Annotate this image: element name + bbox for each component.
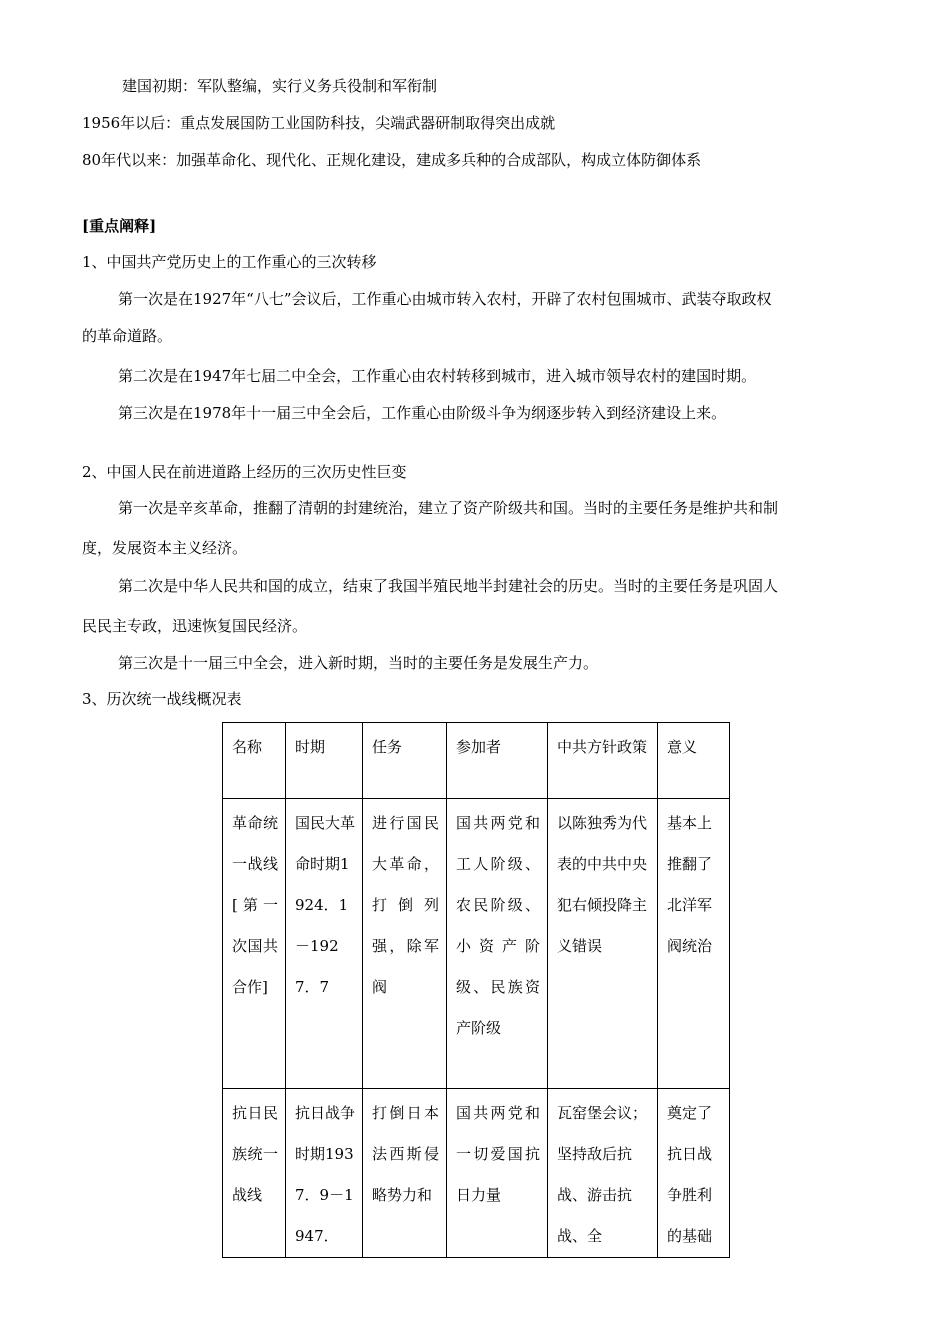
point1-title: 1、中国共产党历史上的工作重心的三次转移 — [82, 253, 377, 271]
table-cell: 抗日战争时期1937．9－1947． — [286, 1089, 363, 1258]
section-heading: [重点阐释] — [82, 217, 157, 235]
intro-line-2: 1956年以后：重点发展国防工业国防科技，尖端武器研制取得突出成就 — [82, 114, 556, 132]
point1-paragraph1-line1: 第一次是在1927年“八七”会议后，工作重心由城市转入农村，开辟了农村包围城市、武装夺取政权 — [118, 290, 772, 308]
table-header-row — [223, 723, 730, 799]
table-cell: 国共两党和一切爱国抗日力量 — [447, 1089, 548, 1258]
table-cell: 奠定了抗日战争胜利的基础 — [658, 1089, 730, 1258]
table-cell: 抗日民族统一战线 — [223, 1089, 286, 1258]
table-cell: 国共两党和工人阶级、农民阶级、小资产阶级、民族资产阶级 — [447, 799, 548, 1089]
table-header-cell: 参加者 — [447, 723, 548, 799]
table-cell: 国民大革命时期1924．1－1927．7 — [286, 799, 363, 1089]
intro-line-1: 建国初期：军队整编，实行义务兵役制和军衔制 — [122, 77, 438, 95]
table-header-cell: 中共方针政策 — [548, 723, 658, 799]
point1-paragraph1-line2: 的革命道路。 — [82, 327, 173, 345]
table-header-cell: 名称 — [223, 723, 286, 799]
point2-paragraph1-line2: 度，发展资本主义经济。 — [82, 539, 248, 557]
table-cell: 革命统一战线[第一次国共合作] — [223, 799, 286, 1089]
intro-line-3: 80年代以来：加强革命化、现代化、正规化建设，建成多兵种的合成部队，构成立体防御体系 — [82, 151, 702, 169]
table-header-cell: 任务 — [363, 723, 447, 799]
table-cell: 打倒日本法西斯侵略势力和 — [363, 1089, 447, 1258]
united-front-table — [222, 722, 730, 1258]
table-cell: 以陈独秀为代表的中共中央犯右倾投降主义错误 — [548, 799, 658, 1089]
point2-paragraph2-line1: 第二次是中华人民共和国的成立，结束了我国半殖民地半封建社会的历史。当时的主要任务是巩固人 — [118, 577, 779, 595]
table-cell: 瓦窑堡会议；坚持敌后抗战、游击抗战、全 — [548, 1089, 658, 1258]
point1-paragraph3: 第三次是在1978年十一届三中全会后，工作重心由阶级斗争为纲逐步转入到经济建设上来。 — [118, 404, 727, 422]
point2-title: 2、中国人民在前进道路上经历的三次历史性巨变 — [82, 463, 407, 481]
point1-paragraph2: 第二次是在1947年七届二中全会，工作重心由农村转移到城市，进入城市领导农村的建国时期。 — [118, 367, 757, 385]
point2-paragraph1-line1: 第一次是辛亥革命，推翻了清朝的封建统治，建立了资产阶级共和国。当时的主要任务是维护共和制 — [118, 499, 779, 517]
table-header-cell: 时期 — [286, 723, 363, 799]
point2-paragraph2-line2: 民民主专政，迅速恢复国民经济。 — [82, 617, 308, 635]
point3-title: 3、历次统一战线概况表 — [82, 690, 242, 708]
table-header-cell: 意义 — [658, 723, 730, 799]
table-cell: 进行国民大革命，打倒列强，除军阀 — [363, 799, 447, 1089]
table-row — [223, 799, 730, 1089]
table-cell: 基本上推翻了北洋军阀统治 — [658, 799, 730, 1089]
table-row — [223, 1089, 730, 1258]
point2-paragraph3: 第三次是十一届三中全会，进入新时期，当时的主要任务是发展生产力。 — [118, 654, 599, 672]
